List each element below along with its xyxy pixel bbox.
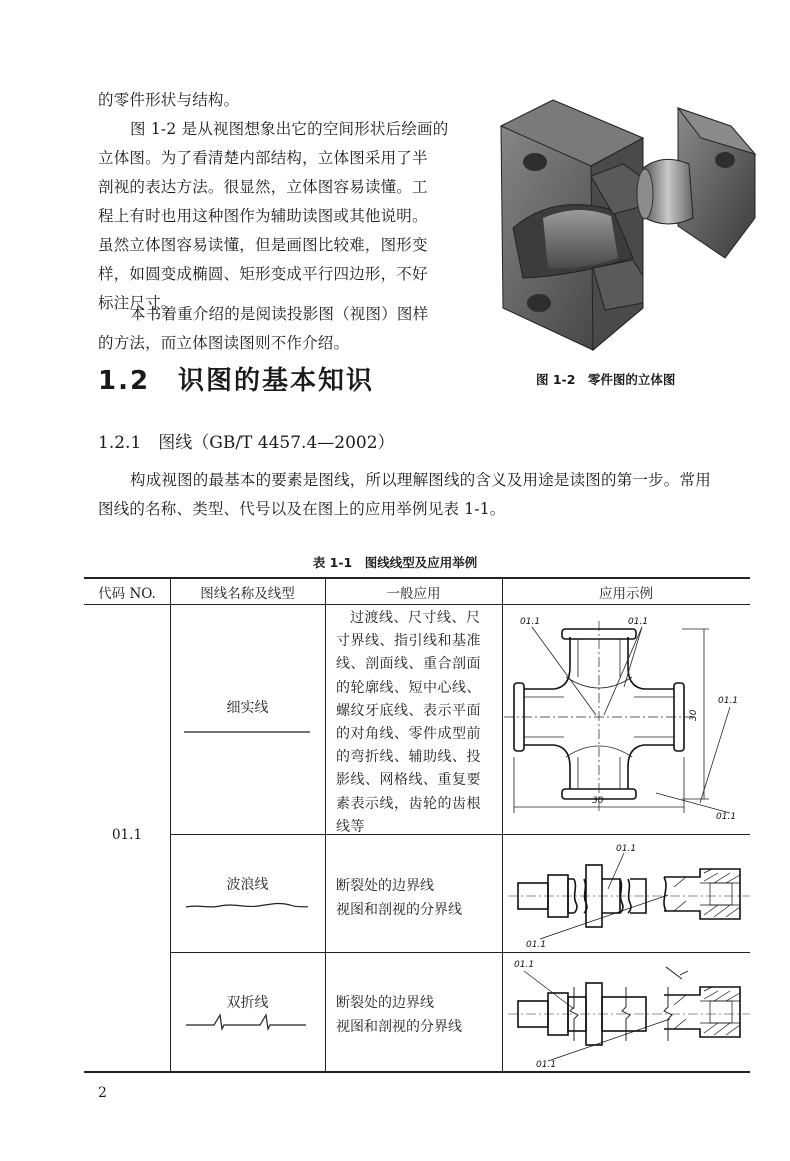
example-label: 01.1	[536, 1060, 557, 1069]
usage-line: 寸界线、指引线和基准	[336, 633, 481, 650]
usage-line: 过渡线、尺寸线、尺	[350, 610, 481, 626]
example-label: 01.1	[716, 812, 737, 822]
paragraph-line: 立体图。为了看清楚内部结构，立体图采用了半	[98, 149, 428, 167]
line-type-table	[84, 577, 750, 1073]
line-name: 细实线	[226, 700, 269, 716]
usage-line: 影线、网格线、重复要	[336, 772, 481, 789]
figure-caption: 图 1-2 零件图的立体图	[536, 372, 676, 387]
example-label: 01.1	[616, 844, 637, 854]
paragraph-line: 本书着重介绍的是阅读投影图（视图）图样	[130, 305, 429, 323]
paragraph-line: 图 1-2 是从视图想象出它的空间形状后绘画的	[130, 120, 449, 138]
table-rule	[325, 577, 326, 1073]
table-rule	[84, 1071, 750, 1073]
paragraph-line: 剖视的表达方法。很显然，立体图容易读懂。工	[98, 178, 428, 196]
section-title: 1.2 识图的基本知识	[98, 366, 375, 396]
usage-line: 的对角线、零件成型前	[336, 726, 481, 743]
example-label: 30	[592, 796, 604, 806]
usage-line: 线等	[336, 818, 365, 835]
subsection-title: 1.2.1 图线（GB/T 4457.4—2002）	[98, 433, 395, 453]
table-rule	[170, 952, 750, 953]
example-label: 01.1	[718, 696, 739, 706]
example-label: 30	[689, 709, 699, 721]
intro-line: 图线的名称、类型、代号以及在图上的应用举例见表 1-1。	[98, 500, 506, 518]
usage-line: 视图和剖视的分界线	[336, 902, 462, 918]
shaft-wavy-break-drawing	[504, 839, 750, 951]
usage-line: 素表示线，齿轮的齿根	[336, 795, 481, 812]
paragraph-line: 的方法，而立体图读图则不作介绍。	[98, 334, 350, 352]
header-code: 代码 NO.	[98, 586, 156, 602]
header-usage: 一般应用	[386, 586, 441, 602]
paragraph-line: 标注尺寸。	[98, 294, 177, 312]
double-break-line-sample	[184, 1011, 310, 1033]
usage-cell	[336, 607, 498, 839]
page-number: 2	[98, 1085, 107, 1101]
header-name: 图线名称及线型	[200, 586, 295, 602]
usage-cell	[336, 874, 462, 922]
paragraph-line: 程上有时也用这种图作为辅助读图或其他说明。	[98, 207, 428, 225]
example-label: 01.1	[514, 960, 535, 970]
thin-solid-line-sample	[184, 727, 310, 737]
paragraph-line: 虽然立体图容易读懂，但是画图比较难，图形变	[98, 236, 428, 254]
example-label: 01.1	[520, 617, 541, 627]
shaft-double-break-drawing	[504, 957, 750, 1069]
usage-line: 断裂处的边界线	[336, 878, 434, 894]
usage-line: 视图和剖视的分界线	[336, 1019, 462, 1035]
wavy-line-sample	[184, 897, 310, 913]
usage-line: 断裂处的边界线	[336, 995, 434, 1011]
code-cell: 01.1	[111, 827, 143, 843]
usage-cell	[336, 991, 462, 1039]
cross-fitting-drawing	[504, 607, 750, 833]
usage-line: 线、剖面线、重合剖面	[336, 656, 481, 673]
table-rule	[84, 604, 750, 605]
paragraph-line: 样，如圆变成椭圆、矩形变成平行四边形，不好	[98, 265, 428, 283]
table-rule	[502, 577, 503, 1073]
intro-line: 构成视图的最基本的要素是图线，所以理解图线的含义及用途是读图的第一步。常用	[130, 471, 711, 489]
usage-line: 的轮廓线、短中心线、	[336, 679, 481, 696]
usage-line: 螺纹牙底线、表示平面	[336, 702, 481, 719]
example-label: 01.1	[526, 940, 547, 950]
paragraph-line: 的零件形状与结构。	[98, 91, 240, 109]
usage-line: 的弯折线、辅助线、投	[336, 749, 481, 766]
line-name: 双折线	[226, 995, 269, 1011]
header-example: 应用示例	[599, 586, 653, 602]
part-3d-illustration	[493, 98, 759, 352]
example-label: 01.1	[628, 617, 649, 627]
table-rule	[84, 577, 750, 579]
line-name: 波浪线	[226, 877, 269, 893]
table-caption: 表 1-1 图线线型及应用举例	[312, 555, 478, 570]
